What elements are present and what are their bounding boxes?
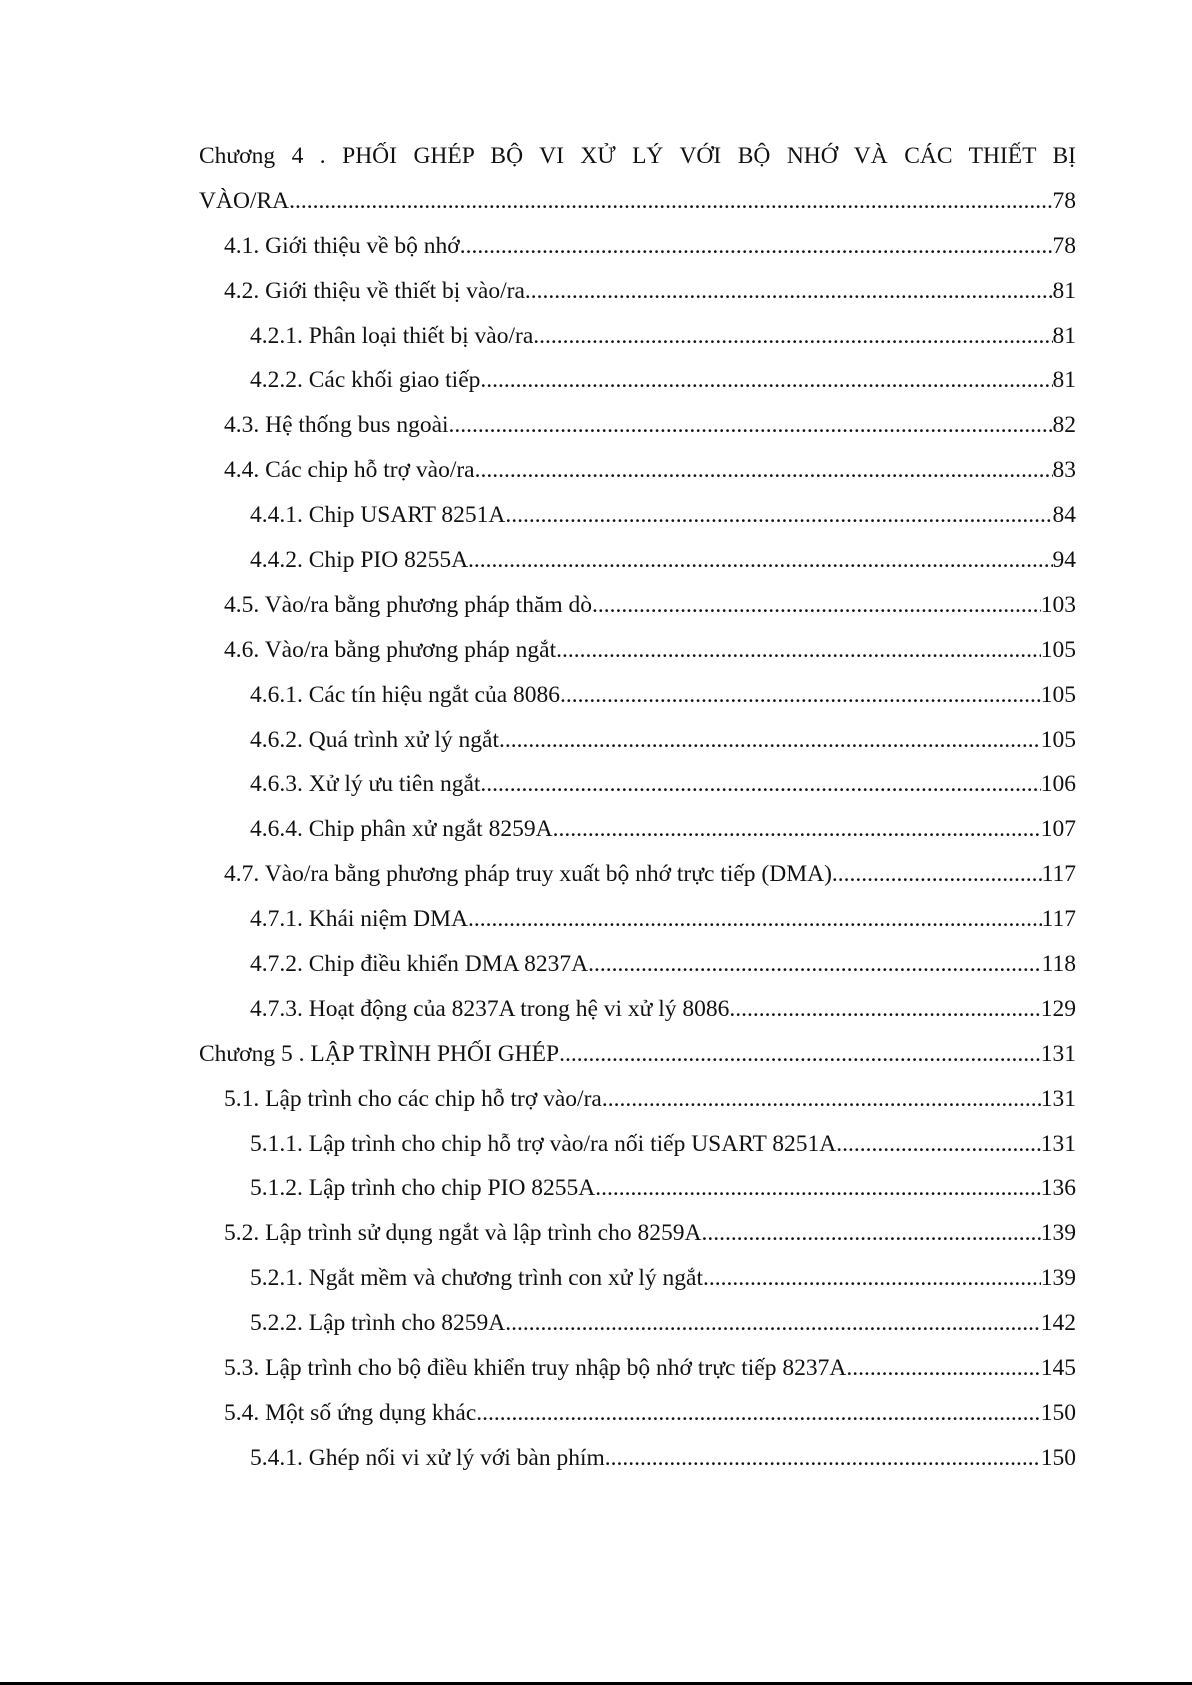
toc-page: 105 <box>1040 726 1076 753</box>
toc-label: 5.1.1. Lập trình cho chip hỗ trợ vào/ra nối tiếp USART 8251A <box>250 1130 837 1157</box>
toc-entry[interactable] <box>199 269 1076 314</box>
dot-leader <box>559 1032 1041 1077</box>
toc-label: 4.6.4. Chip phân xử ngắt 8259A <box>250 816 553 843</box>
chapter-4-title[interactable]: Chương 4 . PHỐI GHÉP BỘ VI XỬ LÝ VỚI BỘ NHỚ VÀ CÁC THIẾT BỊ <box>199 143 1076 169</box>
toc-label: VÀO/RA <box>199 187 290 214</box>
chapter-4-entry[interactable] <box>199 179 1076 224</box>
toc-label: 5.2. Lập trình sử dụng ngắt và lập trình cho 8259A <box>224 1220 702 1247</box>
toc-page: 81 <box>1052 277 1076 304</box>
toc-page: 142 <box>1040 1310 1076 1337</box>
toc-entry[interactable] <box>199 987 1076 1032</box>
toc-label: 4.7.1. Khái niệm DMA <box>250 906 469 933</box>
toc-label: 5.4.1. Ghép nối vi xử lý với bàn phím <box>250 1444 605 1471</box>
dot-leader <box>701 1211 1040 1256</box>
toc-entry[interactable] <box>199 448 1076 493</box>
toc-label: 4.6.2. Quá trình xử lý ngắt <box>250 726 500 753</box>
toc-entry[interactable] <box>199 1346 1076 1391</box>
toc-page: 118 <box>1041 951 1076 978</box>
toc-page: 136 <box>1040 1175 1076 1202</box>
toc-entry[interactable] <box>199 852 1076 897</box>
toc-label: 4.2.1. Phân loại thiết bị vào/ra <box>250 322 534 349</box>
toc-entry[interactable] <box>199 1436 1076 1481</box>
dot-leader <box>832 852 1042 897</box>
toc-label: 5.1. Lập trình cho các chip hỗ trợ vào/ra <box>224 1085 602 1112</box>
toc-label: 4.2. Giới thiệu về thiết bị vào/ra <box>224 277 525 304</box>
toc-entry[interactable] <box>199 403 1076 448</box>
toc-label: 4.4.2. Chip PIO 8255A <box>250 547 469 574</box>
toc-label: 4.1. Giới thiệu về bộ nhớ <box>224 232 460 259</box>
toc-page: 105 <box>1040 681 1076 708</box>
toc-page: 103 <box>1040 591 1076 618</box>
toc-entry[interactable] <box>199 897 1076 942</box>
dot-leader <box>602 1077 1041 1122</box>
toc-entry[interactable] <box>199 583 1076 628</box>
toc-page: 78 <box>1052 232 1076 259</box>
toc-label: 5.3. Lập trình cho bộ điều khiển truy nhập bộ nhớ trực tiếp 8237A <box>224 1355 847 1382</box>
toc-entry[interactable] <box>199 1032 1076 1077</box>
toc-page: 81 <box>1052 367 1076 394</box>
toc-page: 150 <box>1040 1444 1076 1471</box>
dot-leader <box>449 403 1053 448</box>
table-of-contents <box>199 134 1076 1481</box>
toc-entry[interactable] <box>199 1166 1076 1211</box>
toc-entry[interactable] <box>199 807 1076 852</box>
dot-leader <box>499 718 1041 763</box>
toc-label: 4.2.2. Các khối giao tiếp <box>250 367 481 394</box>
toc-page: 82 <box>1052 412 1076 439</box>
toc-page: 131 <box>1040 1085 1076 1112</box>
toc-page: 83 <box>1052 457 1076 484</box>
dot-leader <box>605 1436 1041 1481</box>
dot-leader <box>836 1122 1041 1167</box>
dot-leader <box>533 314 1052 359</box>
dot-leader <box>505 493 1052 538</box>
toc-entry[interactable] <box>199 718 1076 763</box>
toc-entry[interactable] <box>199 358 1076 403</box>
toc-label: 4.5. Vào/ra bằng phương pháp thăm dò <box>224 591 593 618</box>
dot-leader <box>289 179 1052 224</box>
toc-page: 131 <box>1040 1130 1076 1157</box>
toc-page: 84 <box>1052 502 1076 529</box>
toc-entry[interactable] <box>199 493 1076 538</box>
toc-entry[interactable] <box>199 762 1076 807</box>
toc-entry[interactable] <box>199 942 1076 987</box>
toc-entry[interactable] <box>199 1122 1076 1167</box>
dot-leader <box>460 224 1053 269</box>
toc-label: 4.4.1. Chip USART 8251A <box>250 502 506 529</box>
toc-page: 129 <box>1040 995 1076 1022</box>
dot-leader <box>476 1391 1040 1436</box>
toc-label: 4.4. Các chip hỗ trợ vào/ra <box>224 457 475 484</box>
toc-page: 105 <box>1040 636 1076 663</box>
toc-page: 107 <box>1040 816 1076 843</box>
dot-leader <box>468 538 1052 583</box>
toc-entry[interactable] <box>199 1211 1076 1256</box>
toc-page: 145 <box>1040 1355 1076 1382</box>
toc-entry[interactable] <box>199 1391 1076 1436</box>
toc-page: 117 <box>1041 861 1076 888</box>
toc-page: 131 <box>1040 1040 1076 1067</box>
dot-leader <box>595 1166 1040 1211</box>
toc-label: 4.6.3. Xử lý ưu tiên ngắt <box>250 771 481 798</box>
toc-entry[interactable] <box>199 628 1076 673</box>
dot-leader <box>480 358 1052 403</box>
dot-leader <box>703 1256 1041 1301</box>
dot-leader <box>729 987 1040 1032</box>
dot-leader <box>556 628 1041 673</box>
dot-leader <box>468 897 1042 942</box>
dot-leader <box>553 807 1041 852</box>
toc-entry[interactable] <box>199 673 1076 718</box>
toc-label: 5.4. Một số ứng dụng khác <box>224 1399 477 1426</box>
toc-label: 4.6. Vào/ra bằng phương pháp ngắt <box>224 636 557 663</box>
dot-leader <box>505 1301 1041 1346</box>
dot-leader <box>525 269 1053 314</box>
toc-page: 139 <box>1040 1220 1076 1247</box>
toc-entry[interactable] <box>199 224 1076 269</box>
toc-label: 5.2.1. Ngắt mềm và chương trình con xử lý ngắt <box>250 1265 703 1292</box>
dot-leader <box>588 942 1041 987</box>
toc-label: 5.2.2. Lập trình cho 8259A <box>250 1310 506 1337</box>
toc-label: 4.6.1. Các tín hiệu ngắt của 8086 <box>250 681 560 708</box>
dot-leader <box>846 1346 1040 1391</box>
toc-entry[interactable] <box>199 314 1076 359</box>
toc-page: 139 <box>1040 1265 1076 1292</box>
toc-label: 4.7.3. Hoạt động của 8237A trong hệ vi xử lý 8086 <box>250 995 730 1022</box>
toc-label: 4.3. Hệ thống bus ngoài <box>224 412 449 439</box>
dot-leader <box>480 762 1040 807</box>
dot-leader <box>475 448 1053 493</box>
toc-entry[interactable] <box>199 1256 1076 1301</box>
toc-label: 4.7.2. Chip điều khiển DMA 8237A <box>250 951 589 978</box>
toc-page: 78 <box>1052 187 1076 214</box>
toc-page: 94 <box>1052 547 1076 574</box>
dot-leader <box>592 583 1041 628</box>
toc-page: 150 <box>1040 1399 1076 1426</box>
toc-page: 81 <box>1052 322 1076 349</box>
toc-entry[interactable] <box>199 1077 1076 1122</box>
toc-label: 4.7. Vào/ra bằng phương pháp truy xuất bộ nhớ trực tiếp (DMA) <box>224 861 832 888</box>
toc-entry[interactable] <box>199 1301 1076 1346</box>
dot-leader <box>560 673 1041 718</box>
toc-entry[interactable] <box>199 538 1076 583</box>
toc-page: 106 <box>1040 771 1076 798</box>
toc-label: 5.1.2. Lập trình cho chip PIO 8255A <box>250 1175 596 1202</box>
toc-label: Chương 5 . LẬP TRÌNH PHỐI GHÉP <box>199 1040 560 1067</box>
toc-page: 117 <box>1041 906 1076 933</box>
